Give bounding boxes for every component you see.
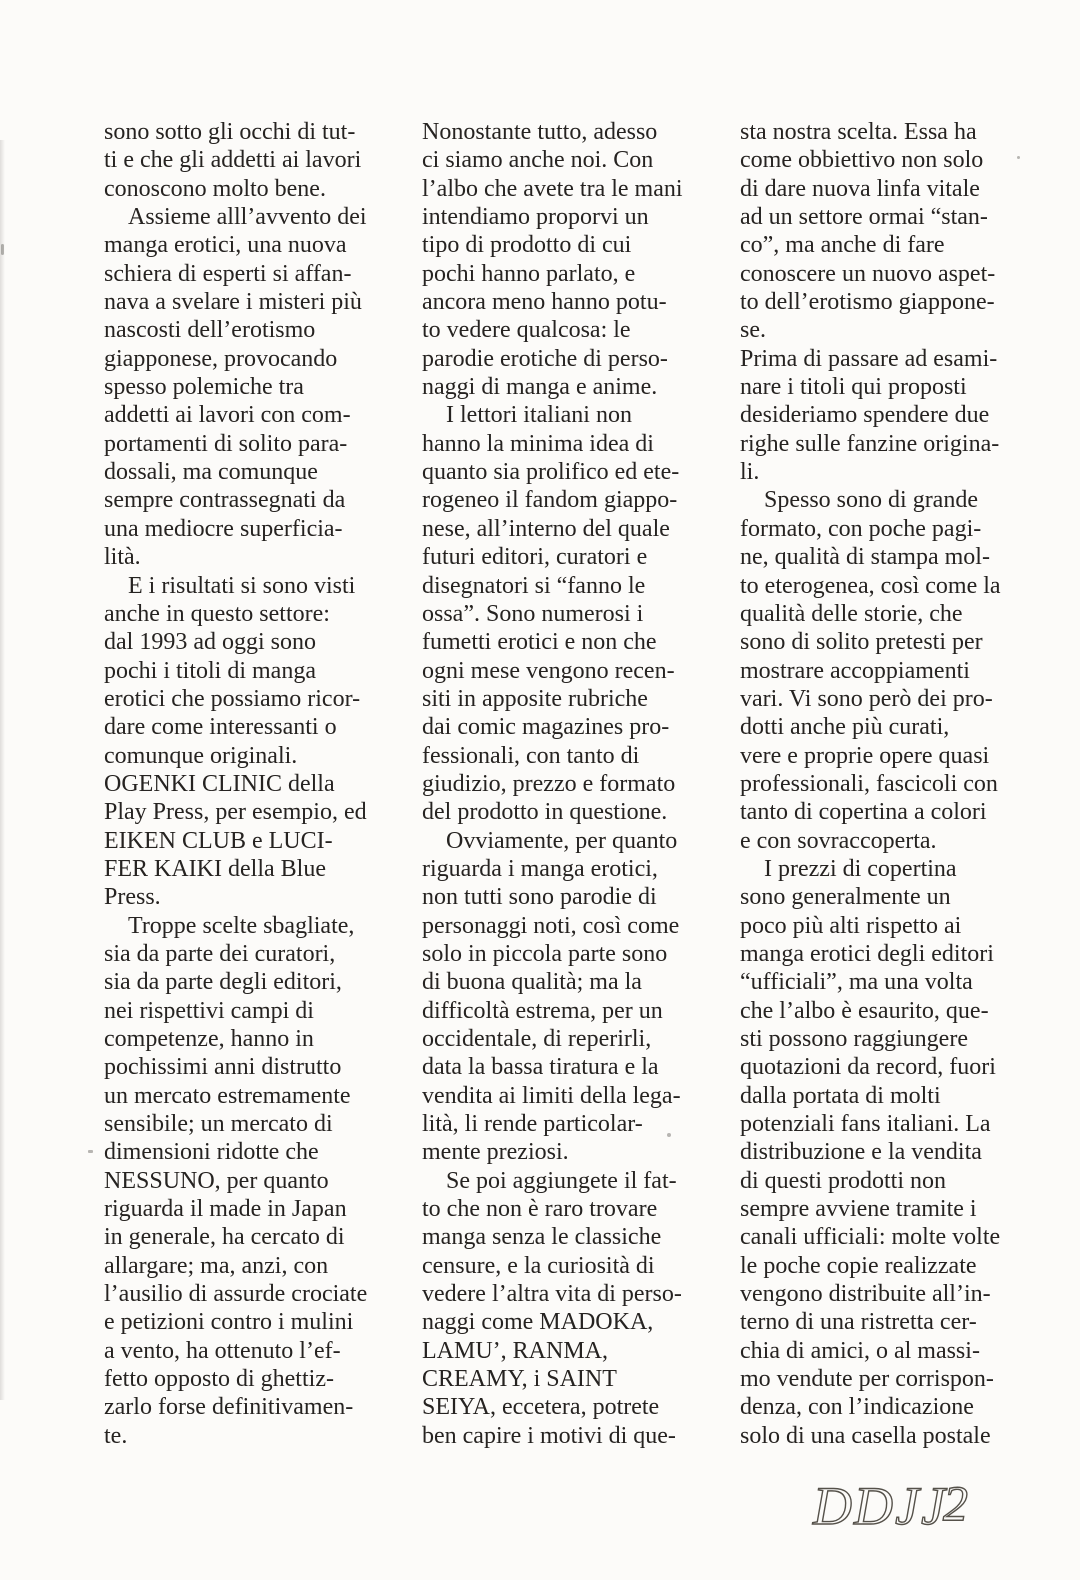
- scan-speck: [1, 244, 4, 255]
- text-line: rogeneo il fandom giappo-: [422, 487, 678, 514]
- text-line: erotici che possiamo ricor-: [104, 685, 361, 712]
- text-line: terno di una ristretta cer-: [740, 1309, 977, 1336]
- text-line: hanno la minima idea di: [422, 430, 654, 457]
- text-line: I prezzi di copertina: [764, 855, 957, 882]
- text-line: to vedere qualcosa: le: [422, 317, 631, 344]
- text-line: EIKEN CLUB e LUCI-: [104, 827, 333, 854]
- text-line: personaggi noti, così come: [422, 912, 680, 939]
- text-line: ti e che gli addetti ai lavori: [104, 147, 362, 174]
- text-line: pochi hanno parlato, e: [422, 260, 636, 287]
- text-line: fessionali, con tanto di: [422, 742, 640, 769]
- text-line: nese, all’interno del quale: [422, 515, 670, 542]
- fanzine-logo: [805, 1468, 995, 1550]
- text-line: ogni mese vengono recen-: [422, 657, 675, 684]
- text-line: distribuzione e la vendita: [740, 1139, 982, 1166]
- text-line: poco più alti rispetto ai: [740, 912, 962, 939]
- text-line: potenziali fans italiani. La: [740, 1111, 991, 1138]
- text-line: fumetti erotici e non che: [422, 629, 657, 656]
- text-line: nava a svelare i misteri più: [104, 289, 362, 316]
- text-line: l’albo che avete tra le mani: [422, 175, 683, 202]
- text-line: comunque originali.: [104, 742, 298, 769]
- text-line: sia da parte dei curatori,: [104, 940, 336, 967]
- text-line: futuri editori, curatori e: [422, 544, 648, 571]
- text-line: canali ufficiali: molte volte: [740, 1224, 1001, 1251]
- text-line: dalla portata di molti: [740, 1082, 941, 1109]
- text-line: E i risultati si sono visti: [128, 572, 356, 599]
- text-column-right: [740, 118, 1028, 1450]
- text-line: to eterogenea, così come la: [740, 572, 1001, 599]
- text-line: giudizio, prezzo e formato: [422, 770, 676, 797]
- text-line: FER KAIKI della Blue: [104, 855, 326, 882]
- text-line: dimensioni ridotte che: [104, 1139, 319, 1166]
- text-line: manga senza le classiche: [422, 1224, 662, 1251]
- text-line: to che non è raro trovare: [422, 1196, 658, 1223]
- text-line: solo in piccola parte sono: [422, 940, 668, 967]
- text-line: vari. Vi sono però dei pro-: [740, 685, 993, 712]
- text-line: siti in apposite rubriche: [422, 685, 648, 712]
- text-line: nei rispettivi campi di: [104, 997, 314, 1024]
- text-line: righe sulle fanzine origina-: [740, 430, 1000, 457]
- text-line: ancora meno hanno potu-: [422, 289, 667, 316]
- text-line: vendita ai limiti della lega-: [422, 1082, 681, 1109]
- text-line: e con sovraccoperta.: [740, 827, 937, 854]
- text-line: pochissimi anni distrutto: [104, 1054, 342, 1081]
- text-line: un mercato estremamente: [104, 1082, 351, 1109]
- text-column-left: [104, 118, 392, 1450]
- text-line: nascosti dell’erotismo: [104, 317, 316, 344]
- text-line: riguarda i manga erotici,: [422, 855, 658, 882]
- text-line: e petizioni contro i mulini: [104, 1309, 354, 1336]
- text-line: I lettori italiani non: [446, 402, 632, 429]
- text-line: manga erotici, una nuova: [104, 232, 347, 259]
- text-line: di buona qualità; ma la: [422, 969, 642, 996]
- text-line: non tutti sono parodie di: [422, 884, 657, 911]
- text-line: ben capire i motivi di que-: [422, 1422, 676, 1449]
- text-line: solo di una casella postale: [740, 1422, 991, 1449]
- text-line: vengono distribuite all’in-: [740, 1281, 991, 1308]
- text-line: giapponese, provocando: [104, 345, 338, 372]
- text-line: quotazioni da record, fuori: [740, 1054, 996, 1081]
- text-line: Play Press, per esempio, ed: [104, 799, 367, 826]
- text-line: Assieme alll’avvento dei: [128, 204, 367, 231]
- text-line: sta nostra scelta. Essa ha: [740, 119, 977, 145]
- text-line: formato, con poche pagi-: [740, 515, 982, 542]
- text-line: intendiamo proporvi un: [422, 204, 649, 231]
- text-line: Press.: [104, 884, 161, 911]
- text-line: ossa”. Sono numerosi i: [422, 600, 644, 627]
- text-line: schiera di esperti si affan-: [104, 260, 352, 287]
- text-line: vere e proprie opere quasi: [740, 742, 990, 769]
- text-line: Troppe scelte sbagliate,: [128, 912, 355, 939]
- text-line: conoscono molto bene.: [104, 175, 326, 202]
- text-line: sti possono raggiungere: [740, 1026, 968, 1052]
- text-line: una mediocre superficia-: [104, 515, 343, 542]
- text-line: sempre contrassegnati da: [104, 487, 346, 514]
- text-line: tanto di copertina a colori: [740, 799, 987, 826]
- scan-edge-shadow: [0, 140, 5, 1400]
- text-line: denza, con l’indicazione: [740, 1394, 974, 1421]
- text-line: lità.: [104, 544, 141, 571]
- text-line: sono di solito pretesti per: [740, 629, 983, 656]
- text-line: mente preziosi.: [422, 1139, 569, 1166]
- text-line: sono sotto gli occhi di tut-: [104, 119, 356, 145]
- text-line: del prodotto in questione.: [422, 799, 668, 826]
- text-line: di dare nuova linfa vitale: [740, 175, 980, 202]
- text-line: sensibile; un mercato di: [104, 1111, 333, 1138]
- text-line: te.: [104, 1422, 128, 1449]
- text-line: portamenti di solito para-: [104, 430, 348, 457]
- text-line: lità, li rende particolar-: [422, 1111, 643, 1138]
- text-line: sia da parte degli editori,: [104, 969, 342, 996]
- text-line: NESSUNO, per quanto: [104, 1167, 329, 1194]
- text-line: occidentale, di reperirli,: [422, 1026, 652, 1052]
- page-number: 2: [943, 1475, 968, 1531]
- text-line: qualità delle storie, che: [740, 600, 963, 627]
- text-line: dal 1993 ad oggi sono: [104, 629, 316, 656]
- text-line: l’ausilio di assurde crociate: [104, 1281, 368, 1308]
- text-line: co”, ma anche di fare: [740, 232, 945, 259]
- text-line: dai comic magazines pro-: [422, 714, 670, 741]
- text-line: Nonostante tutto, adesso: [422, 119, 658, 145]
- text-line: addetti ai lavori con com-: [104, 402, 351, 429]
- text-line: zarlo forse definitivamen-: [104, 1394, 354, 1421]
- text-line: desideriamo spendere due: [740, 402, 990, 429]
- text-line: mo vendute per corrispon-: [740, 1366, 994, 1393]
- text-line: quanto sia prolifico ed ete-: [422, 459, 680, 486]
- scan-speck: [88, 1150, 93, 1153]
- text-line: competenze, hanno in: [104, 1026, 314, 1052]
- text-line: in generale, ha cercato di: [104, 1224, 345, 1251]
- text-line: professionali, fascicoli con: [740, 770, 998, 797]
- text-line: parodie erotiche di perso-: [422, 345, 668, 372]
- text-line: Prima di passare ad esami-: [740, 345, 998, 372]
- text-line: spesso polemiche tra: [104, 374, 304, 401]
- text-line: tipo di prodotto di cui: [422, 232, 632, 259]
- text-line: LAMU’, RANMA,: [422, 1337, 608, 1364]
- text-line: dotti anche più curati,: [740, 714, 950, 741]
- text-line: ci siamo anche noi. Con: [422, 147, 654, 174]
- text-line: ad un settore ormai “stan-: [740, 204, 988, 231]
- text-line: chia di amici, o al massi-: [740, 1337, 980, 1364]
- text-line: to dell’erotismo giappone-: [740, 289, 995, 316]
- text-line: naggi come MADOKA,: [422, 1309, 654, 1336]
- text-line: sono generalmente un: [740, 884, 951, 911]
- text-line: sempre avviene tramite i: [740, 1196, 977, 1223]
- text-line: riguarda il made in Japan: [104, 1196, 347, 1223]
- text-line: censure, e la curiosità di: [422, 1252, 655, 1279]
- text-line: OGENKI CLINIC della: [104, 770, 335, 797]
- text-line: ne, qualità di stampa mol-: [740, 544, 990, 571]
- text-line: allargare; ma, anzi, con: [104, 1252, 329, 1279]
- text-line: a vento, ha ottenuto l’ef-: [104, 1337, 341, 1364]
- text-line: vedere l’altra vita di perso-: [422, 1281, 682, 1308]
- text-column-middle: [422, 118, 710, 1450]
- text-line: di questi prodotti non: [740, 1167, 946, 1194]
- text-line: dare come interessanti o: [104, 714, 337, 741]
- text-line: come obbiettivo non solo: [740, 147, 984, 174]
- fanzine-logo-text: DDJJ: [813, 1476, 947, 1536]
- text-line: CREAMY, i SAINT: [422, 1366, 617, 1393]
- text-line: che l’albo è esaurito, que-: [740, 997, 989, 1024]
- text-line: conoscere un nuovo aspet-: [740, 260, 996, 287]
- text-line: Ovviamente, per quanto: [446, 827, 678, 854]
- text-line: fetto opposto di ghettiz-: [104, 1366, 334, 1393]
- text-line: manga erotici degli editori: [740, 940, 994, 967]
- text-line: Se poi aggiungete il fat-: [446, 1167, 677, 1194]
- text-line: pochi i titoli di manga: [104, 657, 316, 684]
- text-line: nare i titoli qui proposti: [740, 374, 967, 401]
- text-line: naggi di manga e anime.: [422, 374, 658, 401]
- text-line: dossali, ma comunque: [104, 459, 318, 486]
- text-line: difficoltà estrema, per un: [422, 997, 663, 1024]
- text-line: disegnatori si “fanno le: [422, 572, 646, 599]
- text-line: le poche copie realizzate: [740, 1252, 977, 1279]
- text-line: se.: [740, 317, 766, 344]
- text-line: SEIYA, eccetera, potrete: [422, 1394, 660, 1421]
- text-line: anche in questo settore:: [104, 600, 330, 627]
- text-line: mostrare accoppiamenti: [740, 657, 970, 684]
- text-line: “ufficiali”, ma una volta: [740, 969, 973, 996]
- text-line: Spesso sono di grande: [764, 487, 978, 514]
- text-line: li.: [740, 459, 760, 486]
- text-line: data la bassa tiratura e la: [422, 1054, 659, 1081]
